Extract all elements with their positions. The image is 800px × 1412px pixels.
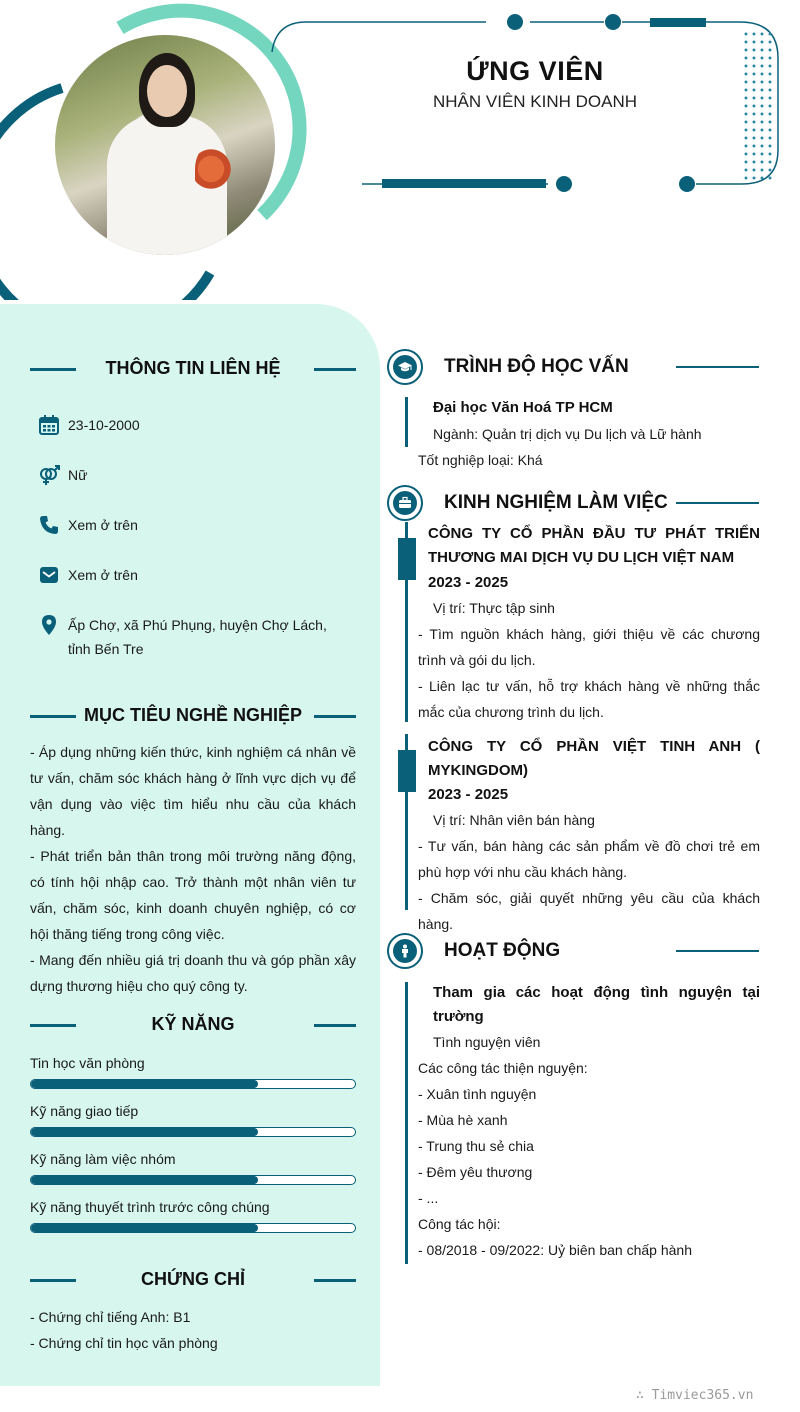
experience-section-title: KINH NGHIỆM LÀM VIỆC (444, 492, 668, 513)
section-rule (30, 715, 76, 718)
phone-text: Xem ở trên (68, 517, 138, 533)
dob-text: 23-10-2000 (68, 417, 140, 433)
section-rule (314, 715, 356, 718)
calendar-icon (38, 414, 60, 436)
skill-bar (30, 1175, 356, 1185)
skill-bar-fill (31, 1080, 258, 1088)
section-rule (676, 366, 759, 368)
header-bar (382, 179, 546, 188)
phone-icon (38, 514, 60, 536)
activity-line: - 08/2018 - 09/2022: Uỷ biên ban chấp hành (418, 1242, 692, 1258)
activity-role: Tình nguyện viên (433, 1034, 541, 1050)
address-line-2: tỉnh Bến Tre (68, 641, 144, 657)
activity-line: Công tác hội: (418, 1216, 501, 1232)
graduation-cap-icon (397, 359, 413, 375)
objective-text (30, 739, 356, 999)
education-section-icon (387, 349, 423, 385)
candidate-name: ỨNG VIÊN (466, 56, 604, 86)
certificate-item: - Chứng chỉ tiếng Anh: B1 (30, 1309, 191, 1325)
certificates-list (30, 1304, 356, 1356)
job-position: Vị trí: Nhân viên bán hàng (433, 812, 595, 828)
skill-label: Kỹ năng làm việc nhóm (30, 1151, 176, 1167)
skill-bar-fill (31, 1128, 258, 1136)
section-rule (30, 1279, 76, 1282)
education-major: Ngành: Quản trị dịch vụ Du lịch và Lữ hành (433, 426, 702, 442)
skill-bar (30, 1127, 356, 1137)
address-line-1: Ấp Chợ, xã Phú Phụng, huyện Chợ Lách, (68, 617, 327, 633)
skill-bar-fill (31, 1176, 258, 1184)
section-rule (30, 1024, 76, 1027)
skill-label: Kỹ năng giao tiếp (30, 1103, 139, 1119)
gender-icon (38, 464, 60, 486)
timeline-line (405, 397, 408, 447)
experience-section-icon (387, 485, 423, 521)
section-rule (314, 1024, 356, 1027)
contact-section-title: THÔNG TIN LIÊN HỆ (105, 358, 281, 378)
job-duty: - Liên lạc tư vấn, hỗ trợ khách hàng về những thắc mắc của chương trình du lịch. (418, 678, 760, 720)
section-rule (314, 368, 356, 371)
certificates-section-title: CHỨNG CHỈ (141, 1269, 245, 1289)
certificate-item: - Chứng chỉ tin học văn phòng (30, 1335, 218, 1351)
skill-label: Kỹ năng thuyết trình trước công chúng (30, 1199, 270, 1215)
job-company: CÔNG TY CỔ PHẦN VIỆT TINH ANH ( MYKINGDOM) (428, 738, 760, 779)
contact-address (38, 614, 327, 662)
location-pin-icon (38, 614, 60, 636)
gender-text: Nữ (68, 467, 88, 483)
activity-line: - Xuân tình nguyện (418, 1086, 537, 1102)
activities-section-icon (387, 933, 423, 969)
contact-phone (38, 514, 138, 538)
objective-section-title: MỤC TIÊU NGHỀ NGHIỆP (83, 705, 302, 725)
job-duty: - Tư vấn, bán hàng các sản phẩm về đồ chơi trẻ em phù hợp với nhu cầu khách hàng. (418, 838, 760, 880)
header-dot (556, 176, 572, 192)
briefcase-icon (398, 496, 412, 510)
education-school: Đại học Văn Hoá TP HCM (433, 399, 613, 416)
timeline-marker (398, 750, 416, 792)
profile-photo (55, 35, 275, 255)
activity-line: - Trung thu sẻ chia (418, 1138, 534, 1154)
activity-line: - ... (418, 1190, 439, 1206)
contact-gender (38, 464, 87, 488)
activities-section-title: HOẠT ĐỘNG (444, 940, 561, 961)
objective-paragraph: - Phát triển bản thân trong môi trường năng động, có tính hội nhập cao. Trở thành một nhân viên tư vấn, chăm sóc, kinh doanh chuyên nghiệp, có cơ hội thăng tiếng trong công việc. (30, 848, 356, 942)
activity-line: - Đêm yêu thương (418, 1164, 533, 1180)
activity-line: - Mùa hè xanh (418, 1112, 508, 1128)
section-rule (314, 1279, 356, 1282)
job-position: Vị trí: Thực tập sinh (433, 600, 555, 616)
email-text: Xem ở trên (68, 567, 138, 583)
header-dot (605, 14, 621, 30)
contact-dob (38, 414, 140, 438)
activity-line: Các công tác thiện nguyện: (418, 1060, 588, 1076)
header-bar (650, 18, 706, 27)
education-grade: Tốt nghiệp loại: Khá (418, 452, 543, 468)
dot-pattern (742, 30, 774, 180)
watermark: ∴ Timviec365.vn (636, 1388, 754, 1403)
objective-paragraph: - Mang đến nhiều giá trị doanh thu và góp phần xây dựng thương hiệu cho quý công ty. (30, 952, 356, 994)
skill-bar (30, 1223, 356, 1233)
job-duty: - Chăm sóc, giải quyết những yêu cầu của khách hàng. (418, 890, 760, 932)
skill-bar-fill (31, 1224, 258, 1232)
section-rule (676, 950, 759, 952)
timeline-marker (398, 538, 416, 580)
email-icon (38, 564, 60, 586)
section-rule (30, 368, 76, 371)
timeline-line (405, 982, 408, 1264)
job-period: 2023 - 2025 (428, 574, 509, 591)
skills-section-title: KỸ NĂNG (151, 1014, 235, 1034)
education-section-title: TRÌNH ĐỘ HỌC VẤN (444, 356, 629, 377)
job-period: 2023 - 2025 (428, 786, 509, 803)
header-dot (507, 14, 523, 30)
section-rule (676, 502, 759, 504)
job-title: NHÂN VIÊN KINH DOANH (432, 92, 638, 111)
contact-email (38, 564, 138, 588)
job-duty: - Tìm nguồn khách hàng, giới thiệu về các chương trình và gói du lịch. (418, 626, 760, 668)
activity-headline: Tham gia các hoạt động tình nguyện tại trường (433, 984, 760, 1025)
job-company: CÔNG TY CỔ PHẦN ĐẦU TƯ PHÁT TRIỂN THƯƠNG MAI DỊCH VỤ DU LỊCH VIỆT NAM (428, 525, 760, 566)
skill-bar (30, 1079, 356, 1089)
header-dot (679, 176, 695, 192)
skill-label: Tin học văn phòng (30, 1055, 145, 1071)
objective-paragraph: - Áp dụng những kiến thức, kinh nghiệm cá nhân về tư vấn, chăm sóc khách hàng ở lĩnh vực dịch vụ để vận dụng vào việc tìm hiểu nhu cầu của khách hàng. (30, 744, 356, 838)
person-icon (398, 944, 412, 958)
